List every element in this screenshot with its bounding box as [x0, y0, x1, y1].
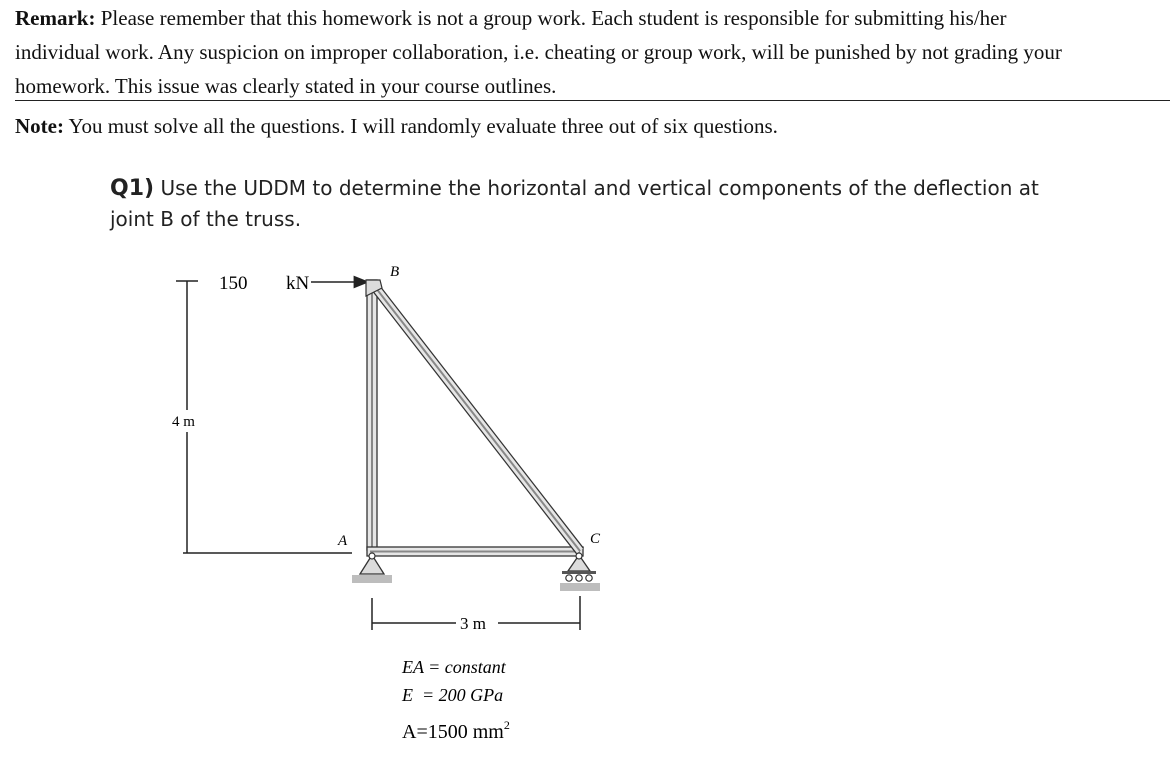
- joint-c-label: C: [590, 531, 601, 547]
- note-label: Note:: [15, 114, 64, 138]
- height-dimension: [172, 281, 352, 553]
- prop-area: [402, 718, 510, 743]
- prop-area-text: A=1500 mm: [402, 721, 504, 743]
- remark-label: Remark:: [15, 6, 96, 30]
- load-unit: kN: [286, 273, 310, 294]
- note-text: You must solve all the questions. I will randomly evaluate three out of six questions.: [68, 114, 778, 138]
- remark-line-2: individual work. Any suspicion on improper collaboration, i.e. cheating or group work, will be punished by not grading your: [15, 40, 1062, 64]
- load-value: 150: [219, 273, 248, 294]
- member-ac: [367, 547, 583, 556]
- joint-b-label: B: [390, 264, 400, 280]
- pin-support-a: [352, 553, 392, 583]
- roller-support-c: [560, 553, 600, 591]
- question-text-1: Use the UDDM to determine the horizontal and vertical components of the deflection at: [160, 176, 1039, 200]
- remark-line-3: homework. This issue was clearly stated in your course outlines.: [15, 74, 557, 98]
- width-dim-label: 3 m: [460, 614, 486, 633]
- prop-area-superscript: 2: [503, 718, 510, 732]
- properties: [401, 657, 510, 743]
- member-ab: [367, 280, 377, 550]
- prop-e: E = 200 GPa: [402, 685, 504, 705]
- question-line-2: joint B of the truss.: [110, 207, 302, 231]
- prop-ea: EA = constant: [402, 657, 506, 677]
- remark-text-1: Please remember that this homework is not a group work. Each student is responsible for submitting his/her: [100, 6, 1007, 30]
- joint-a-label: A: [338, 533, 348, 549]
- load-arrow: [219, 273, 368, 294]
- width-dimension: [372, 596, 580, 633]
- member-bc: [372, 283, 580, 551]
- question-label: Q1): [110, 176, 155, 201]
- height-dim-label: 4 m: [172, 414, 195, 430]
